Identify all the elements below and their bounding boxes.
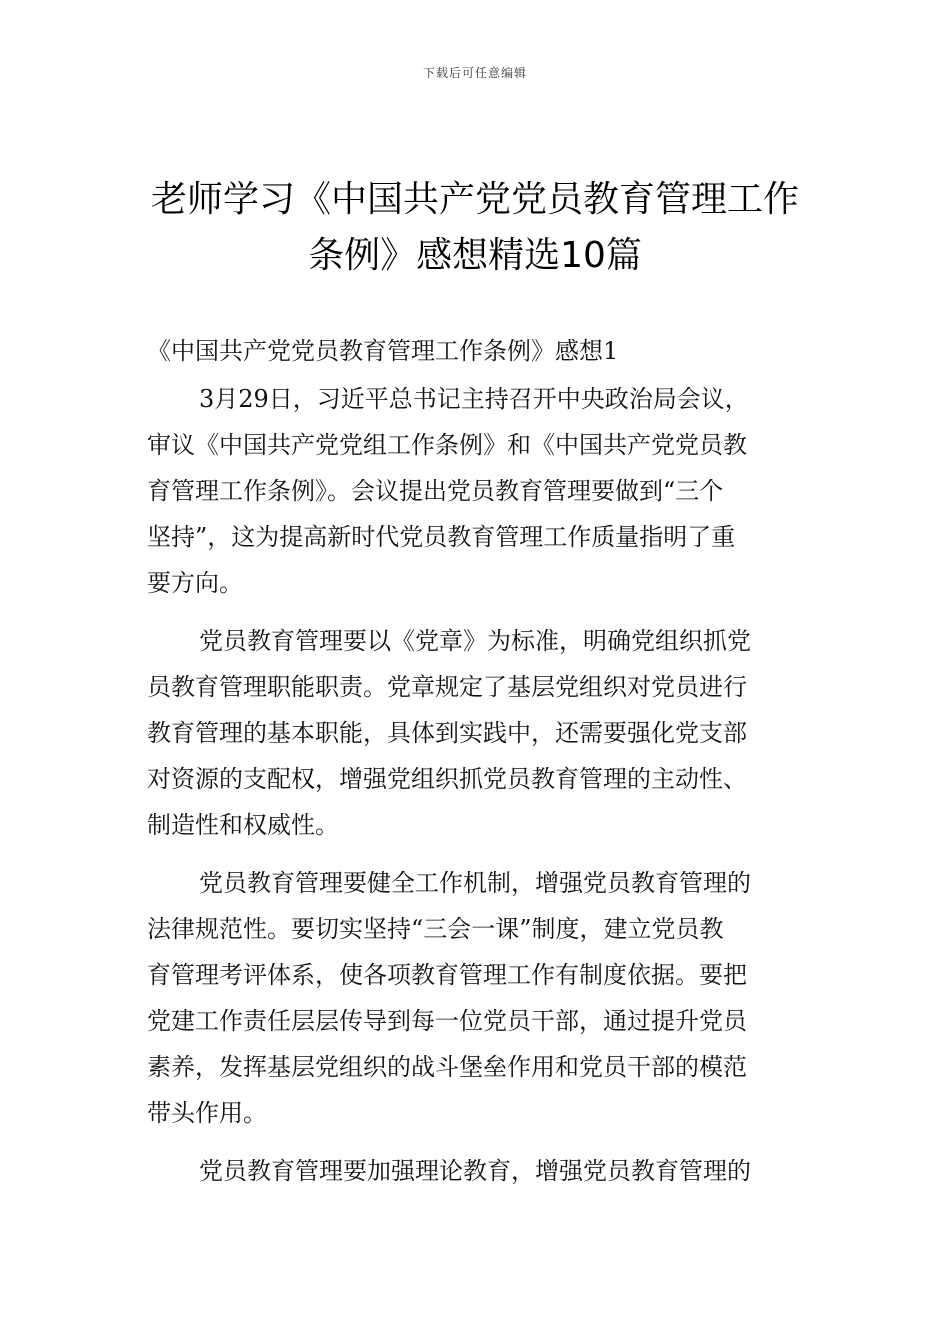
paragraph-line: 党建工作责任层层传导到每一位党员干部，通过提升党员 [147,1007,747,1035]
section-heading: 《中国共产党党员教育管理工作条例》感想1 [147,337,619,365]
paragraph-line: 法律规范性。要切实坚持“三会一课”制度，建立党员教 [147,915,724,943]
paragraph-line: 党员教育管理要健全工作机制，增强党员教育管理的 [199,869,751,897]
title-line: 条例》感想精选10篇 [308,235,642,276]
paragraph-line: 制造性和权威性。 [147,811,339,839]
paragraph-line: 3月29日，习近平总书记主持召开中央政治局会议， [199,385,749,413]
document-title [140,172,810,284]
paragraph-line: 要方向。 [147,569,243,597]
paragraph [147,376,807,606]
paragraph [147,860,807,1136]
title-line: 老师学习《中国共产党党员教育管理工作 [150,179,799,220]
paragraph-line: 育管理工作条例》。会议提出党员教育管理要做到“三个 [147,477,724,505]
paragraph-line: 坚持”，这为提高新时代党员教育管理工作质量指明了重 [147,523,736,551]
paragraph-line: 素养，发挥基层党组织的战斗堡垒作用和党员干部的模范 [147,1053,747,1081]
paragraph-line: 员教育管理职能职责。党章规定了基层党组织对党员进行 [147,673,747,701]
paragraph-line: 带头作用。 [147,1099,267,1127]
paragraph-line: 教育管理的基本职能，具体到实践中，还需要强化党支部 [147,719,747,747]
header-note: 下载后可任意编辑 [422,66,527,80]
paragraph-line: 党员教育管理要以《党章》为标准，明确党组织抓党 [199,627,751,655]
paragraph-line: 党员教育管理要加强理论教育，增强党员教育管理的 [199,1157,751,1185]
paragraph-line: 对资源的支配权，增强党组织抓党员教育管理的主动性、 [147,765,747,793]
document-body [147,376,807,1194]
paragraph [147,618,807,848]
paragraph-line: 育管理考评体系，使各项教育管理工作有制度依据。要把 [147,961,747,989]
paragraph-line: 审议《中国共产党党组工作条例》和《中国共产党党员教 [147,431,747,459]
paragraph [147,1148,807,1194]
